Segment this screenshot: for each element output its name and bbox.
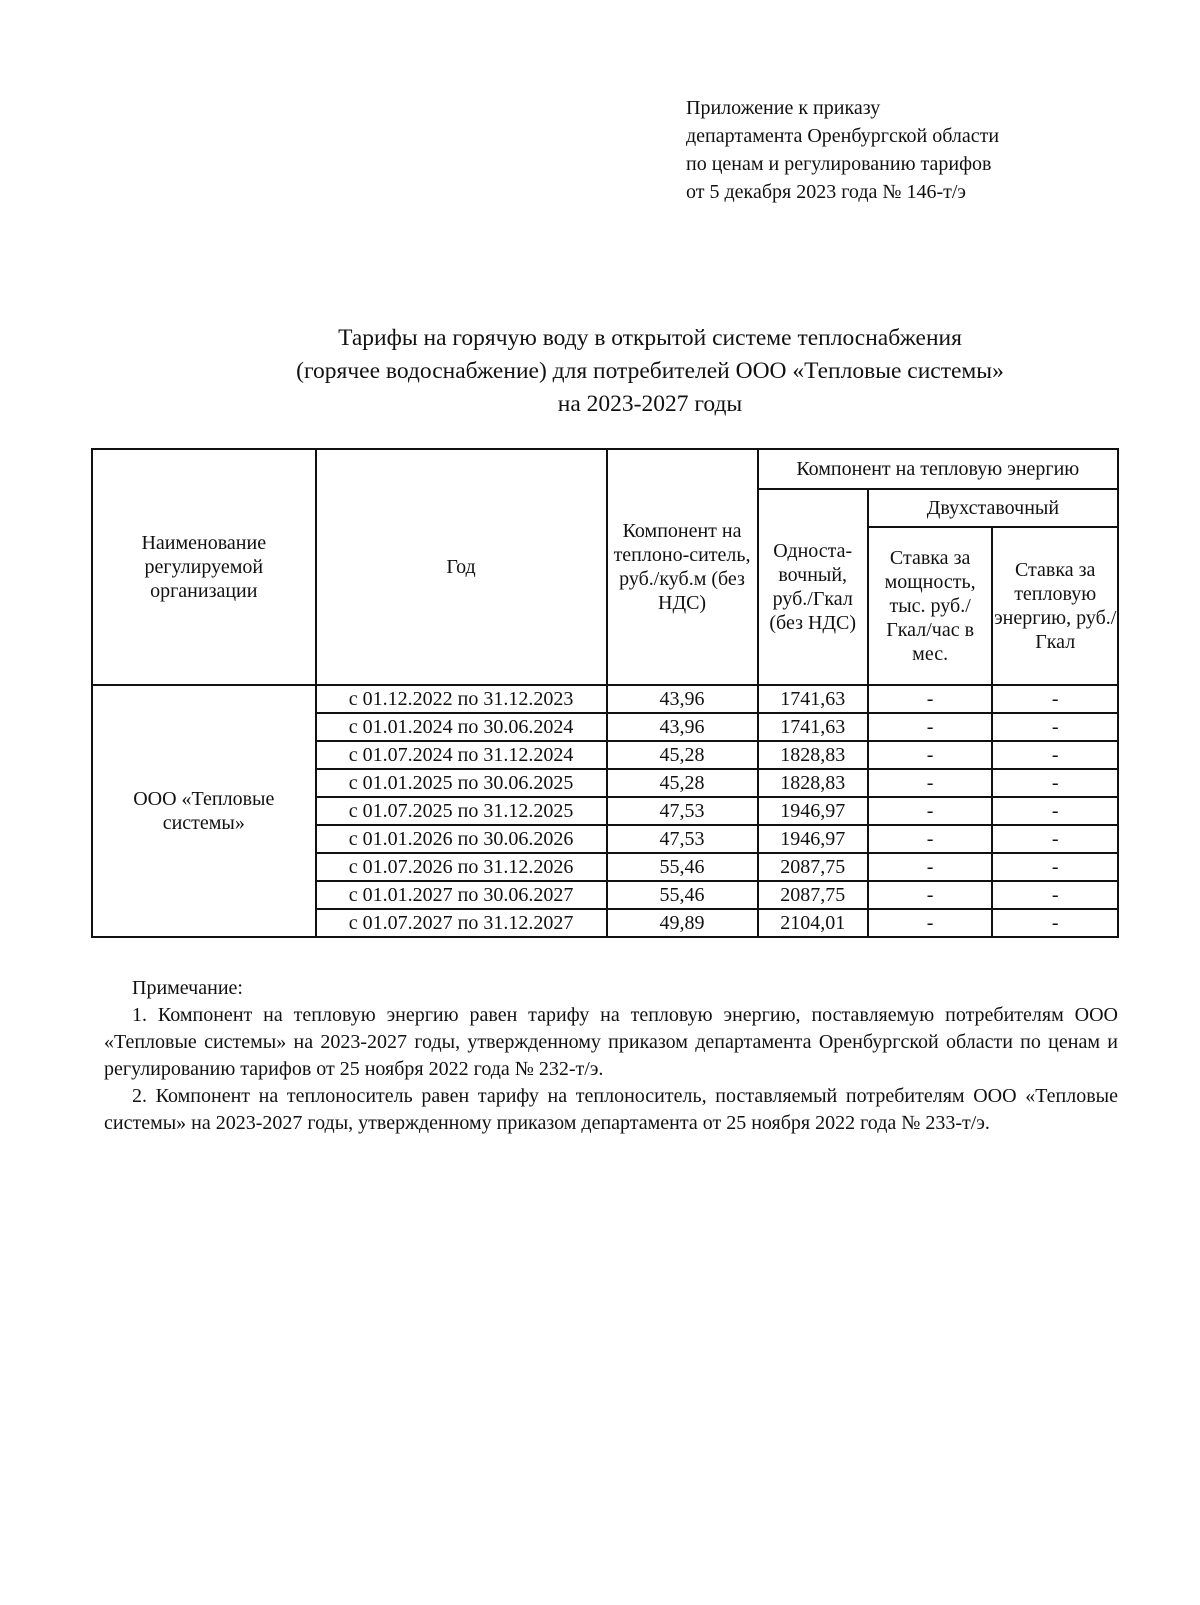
capacity-rate-cell: - bbox=[868, 881, 993, 909]
single-rate-cell: 2087,75 bbox=[758, 881, 868, 909]
single-rate-cell: 1741,63 bbox=[758, 685, 868, 713]
title-line: Тарифы на горячую воду в открытой системе теплоснабжения bbox=[338, 325, 962, 351]
header-single-rate: Односта-вочный, руб./Гкал (без НДС) bbox=[758, 489, 868, 685]
table-row bbox=[92, 685, 1118, 713]
header-heat-energy-component: Компонент на тепловую энергию bbox=[758, 449, 1118, 489]
tariff-table-header bbox=[92, 449, 1118, 685]
header-capacity-rate: Ставка за мощность, тыс. руб./ Гкал/час в мес. bbox=[868, 527, 993, 685]
period-cell: с 01.07.2025 по 31.12.2025 bbox=[316, 797, 607, 825]
carrier-cell: 47,53 bbox=[607, 825, 758, 853]
capacity-rate-cell: - bbox=[868, 797, 993, 825]
energy-rate-cell: - bbox=[992, 769, 1118, 797]
carrier-cell: 55,46 bbox=[607, 881, 758, 909]
single-rate-cell: 1828,83 bbox=[758, 769, 868, 797]
energy-rate-cell: - bbox=[992, 685, 1118, 713]
appendix-line: от 5 декабря 2023 года № 146-т/э bbox=[686, 181, 966, 203]
header-energy-rate: Ставка за тепловую энергию, руб./Гкал bbox=[992, 527, 1118, 685]
single-rate-cell: 1828,83 bbox=[758, 741, 868, 769]
period-cell: с 01.07.2024 по 31.12.2024 bbox=[316, 741, 607, 769]
capacity-rate-cell: - bbox=[868, 685, 993, 713]
energy-rate-cell: - bbox=[992, 825, 1118, 853]
capacity-rate-cell: - bbox=[868, 853, 993, 881]
energy-rate-cell: - bbox=[992, 909, 1118, 937]
organization-cell: ООО «Тепловые системы» bbox=[92, 685, 316, 937]
energy-rate-cell: - bbox=[992, 797, 1118, 825]
single-rate-cell: 2087,75 bbox=[758, 853, 868, 881]
period-cell: с 01.01.2027 по 30.06.2027 bbox=[316, 881, 607, 909]
note-item: 1. Компонент на тепловую энергию равен тарифу на тепловую энергию, поставляемую потребителям ООО «Тепловые системы» на 2023-2027 годы, утвержденному приказом департамента Оренбургской области по ценам и регулированию тарифов от 25 ноября 2022 года № 232-т/э. bbox=[104, 1004, 1118, 1080]
period-cell: с 01.07.2026 по 31.12.2026 bbox=[316, 853, 607, 881]
carrier-cell: 43,96 bbox=[607, 685, 758, 713]
document-title bbox=[0, 322, 1200, 421]
period-cell: с 01.01.2026 по 30.06.2026 bbox=[316, 825, 607, 853]
appendix-line: по ценам и регулированию тарифов bbox=[686, 153, 992, 175]
period-cell: с 01.01.2025 по 30.06.2025 bbox=[316, 769, 607, 797]
tariff-table bbox=[91, 448, 1119, 938]
carrier-cell: 45,28 bbox=[607, 741, 758, 769]
single-rate-cell: 1946,97 bbox=[758, 797, 868, 825]
energy-rate-cell: - bbox=[992, 881, 1118, 909]
notes-block bbox=[104, 975, 1118, 1137]
note-item: 2. Компонент на теплоноситель равен тарифу на теплоноситель, поставляемый потребителям ООО «Тепловые системы» на 2023-2027 годы, утвержденному приказом департамента от 25 ноября 2022 года № 233-т/э. bbox=[104, 1085, 1118, 1134]
carrier-cell: 43,96 bbox=[607, 713, 758, 741]
capacity-rate-cell: - bbox=[868, 825, 993, 853]
energy-rate-cell: - bbox=[992, 853, 1118, 881]
appendix-line: Приложение к приказу bbox=[686, 97, 881, 119]
capacity-rate-cell: - bbox=[868, 909, 993, 937]
appendix-block bbox=[686, 94, 999, 206]
tariff-table-body bbox=[92, 685, 1118, 937]
period-cell: с 01.07.2027 по 31.12.2027 bbox=[316, 909, 607, 937]
header-organization: Наименование регулируемой организации bbox=[92, 449, 316, 685]
appendix-line: департамента Оренбургской области bbox=[686, 125, 1000, 147]
period-cell: с 01.12.2022 по 31.12.2023 bbox=[316, 685, 607, 713]
energy-rate-cell: - bbox=[992, 713, 1118, 741]
capacity-rate-cell: - bbox=[868, 741, 993, 769]
title-line: (горячее водоснабжение) для потребителей ООО «Тепловые системы» bbox=[296, 358, 1004, 384]
header-year: Год bbox=[316, 449, 607, 685]
carrier-cell: 47,53 bbox=[607, 797, 758, 825]
header-heat-carrier-component: Компонент на теплоно-ситель, руб./куб.м (без НДС) bbox=[607, 449, 758, 685]
single-rate-cell: 1741,63 bbox=[758, 713, 868, 741]
single-rate-cell: 2104,01 bbox=[758, 909, 868, 937]
carrier-cell: 49,89 bbox=[607, 909, 758, 937]
single-rate-cell: 1946,97 bbox=[758, 825, 868, 853]
title-line: на 2023-2027 годы bbox=[557, 391, 743, 417]
carrier-cell: 55,46 bbox=[607, 853, 758, 881]
capacity-rate-cell: - bbox=[868, 769, 993, 797]
energy-rate-cell: - bbox=[992, 741, 1118, 769]
capacity-rate-cell: - bbox=[868, 713, 993, 741]
period-cell: с 01.01.2024 по 30.06.2024 bbox=[316, 713, 607, 741]
header-two-rate: Двухставочный bbox=[868, 489, 1118, 527]
notes-heading: Примечание: bbox=[132, 977, 243, 999]
carrier-cell: 45,28 bbox=[607, 769, 758, 797]
